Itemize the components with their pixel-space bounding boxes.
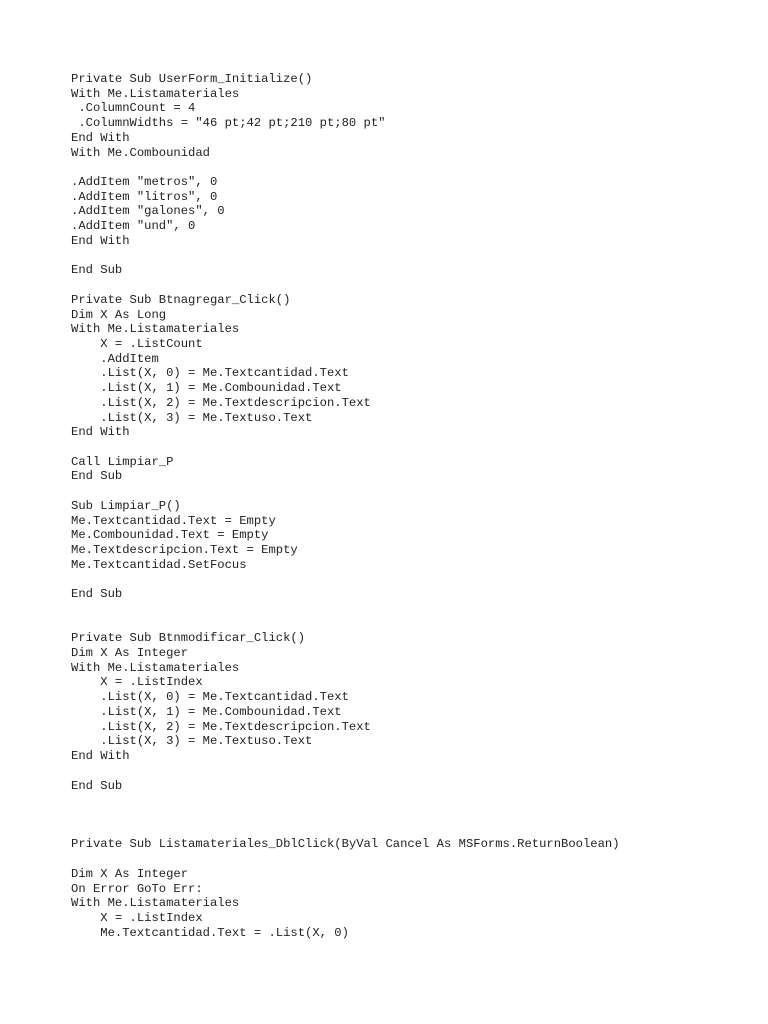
code-line [71, 808, 620, 823]
code-line: End With [71, 130, 130, 145]
code-line [71, 617, 620, 632]
code-line: End With [71, 425, 130, 440]
code-line [71, 484, 620, 499]
code-line: Private Sub Btnmodificar_Click() [71, 631, 306, 646]
code-line: .List(X, 3) = Me.Textuso.Text [71, 410, 313, 425]
code-line: .List(X, 0) = Me.Textcantidad.Text [71, 690, 349, 705]
code-line: .List(X, 2) = Me.Textdescripcion.Text [71, 719, 371, 734]
code-line [71, 852, 620, 867]
code-line: .List(X, 3) = Me.Textuso.Text [71, 734, 313, 749]
code-line: .AddItem "galones", 0 [71, 204, 225, 219]
code-line [71, 572, 620, 587]
code-line: .ColumnWidths = "46 pt;42 pt;210 pt;80 pt" [71, 116, 386, 131]
code-line: End Sub [71, 778, 123, 793]
code-line: .AddItem "litros", 0 [71, 189, 218, 204]
code-line: Dim X As Integer [71, 646, 189, 661]
code-line: .List(X, 2) = Me.Textdescripcion.Text [71, 395, 371, 410]
code-line: .AddItem "und", 0 [71, 219, 196, 234]
code-line: On Error GoTo Err: [71, 881, 203, 896]
code-line: Private Sub Listamateriales_DblClick(ByVal Cancel As MSForms.ReturnBoolean) [71, 837, 620, 852]
code-line: Me.Textcantidad.Text = .List(X, 0) [71, 925, 349, 940]
code-line [71, 823, 620, 838]
code-line: End With [71, 749, 130, 764]
code-line: .List(X, 0) = Me.Textcantidad.Text [71, 366, 349, 381]
code-line: With Me.Combounidad [71, 145, 210, 160]
code-line [71, 249, 620, 264]
code-line [71, 278, 620, 293]
code-line: End Sub [71, 263, 123, 278]
code-line: X = .ListCount [71, 336, 203, 351]
code-line: Private Sub Btnagregar_Click() [71, 292, 291, 307]
code-line [71, 764, 620, 779]
code-line: With Me.Listamateriales [71, 322, 240, 337]
code-line: Me.Textcantidad.SetFocus [71, 557, 247, 572]
code-line: Me.Textcantidad.Text = Empty [71, 513, 276, 528]
code-line: Me.Textdescripcion.Text = Empty [71, 543, 298, 557]
code-line [71, 602, 620, 617]
code-line [71, 440, 620, 455]
code-line: Dim X As Long [71, 307, 167, 322]
code-line: .List(X, 1) = Me.Combounidad.Text [71, 704, 342, 719]
code-line: End With [71, 233, 130, 248]
code-line: With Me.Listamateriales [71, 86, 240, 101]
code-line [71, 793, 620, 808]
code-line: End Sub [71, 469, 123, 484]
code-line: Private Sub UserForm_Initialize() [71, 72, 313, 86]
code-line: .ColumnCount = 4 [71, 101, 196, 116]
code-line: .AddItem [71, 351, 159, 366]
code-listing [71, 72, 620, 940]
code-line: Dim X As Integer [71, 866, 189, 881]
code-line: End Sub [71, 587, 123, 602]
code-line: Sub Limpiar_P() [71, 498, 181, 513]
code-line: Call Limpiar_P [71, 454, 174, 469]
code-line: .AddItem "metros", 0 [71, 175, 218, 190]
code-line: .List(X, 1) = Me.Combounidad.Text [71, 381, 342, 396]
code-line: Me.Combounidad.Text = Empty [71, 528, 269, 543]
code-line: With Me.Listamateriales [71, 896, 240, 911]
code-line: With Me.Listamateriales [71, 660, 240, 675]
code-line [71, 160, 620, 175]
code-line: X = .ListIndex [71, 675, 203, 690]
code-line: X = .ListIndex [71, 910, 203, 925]
